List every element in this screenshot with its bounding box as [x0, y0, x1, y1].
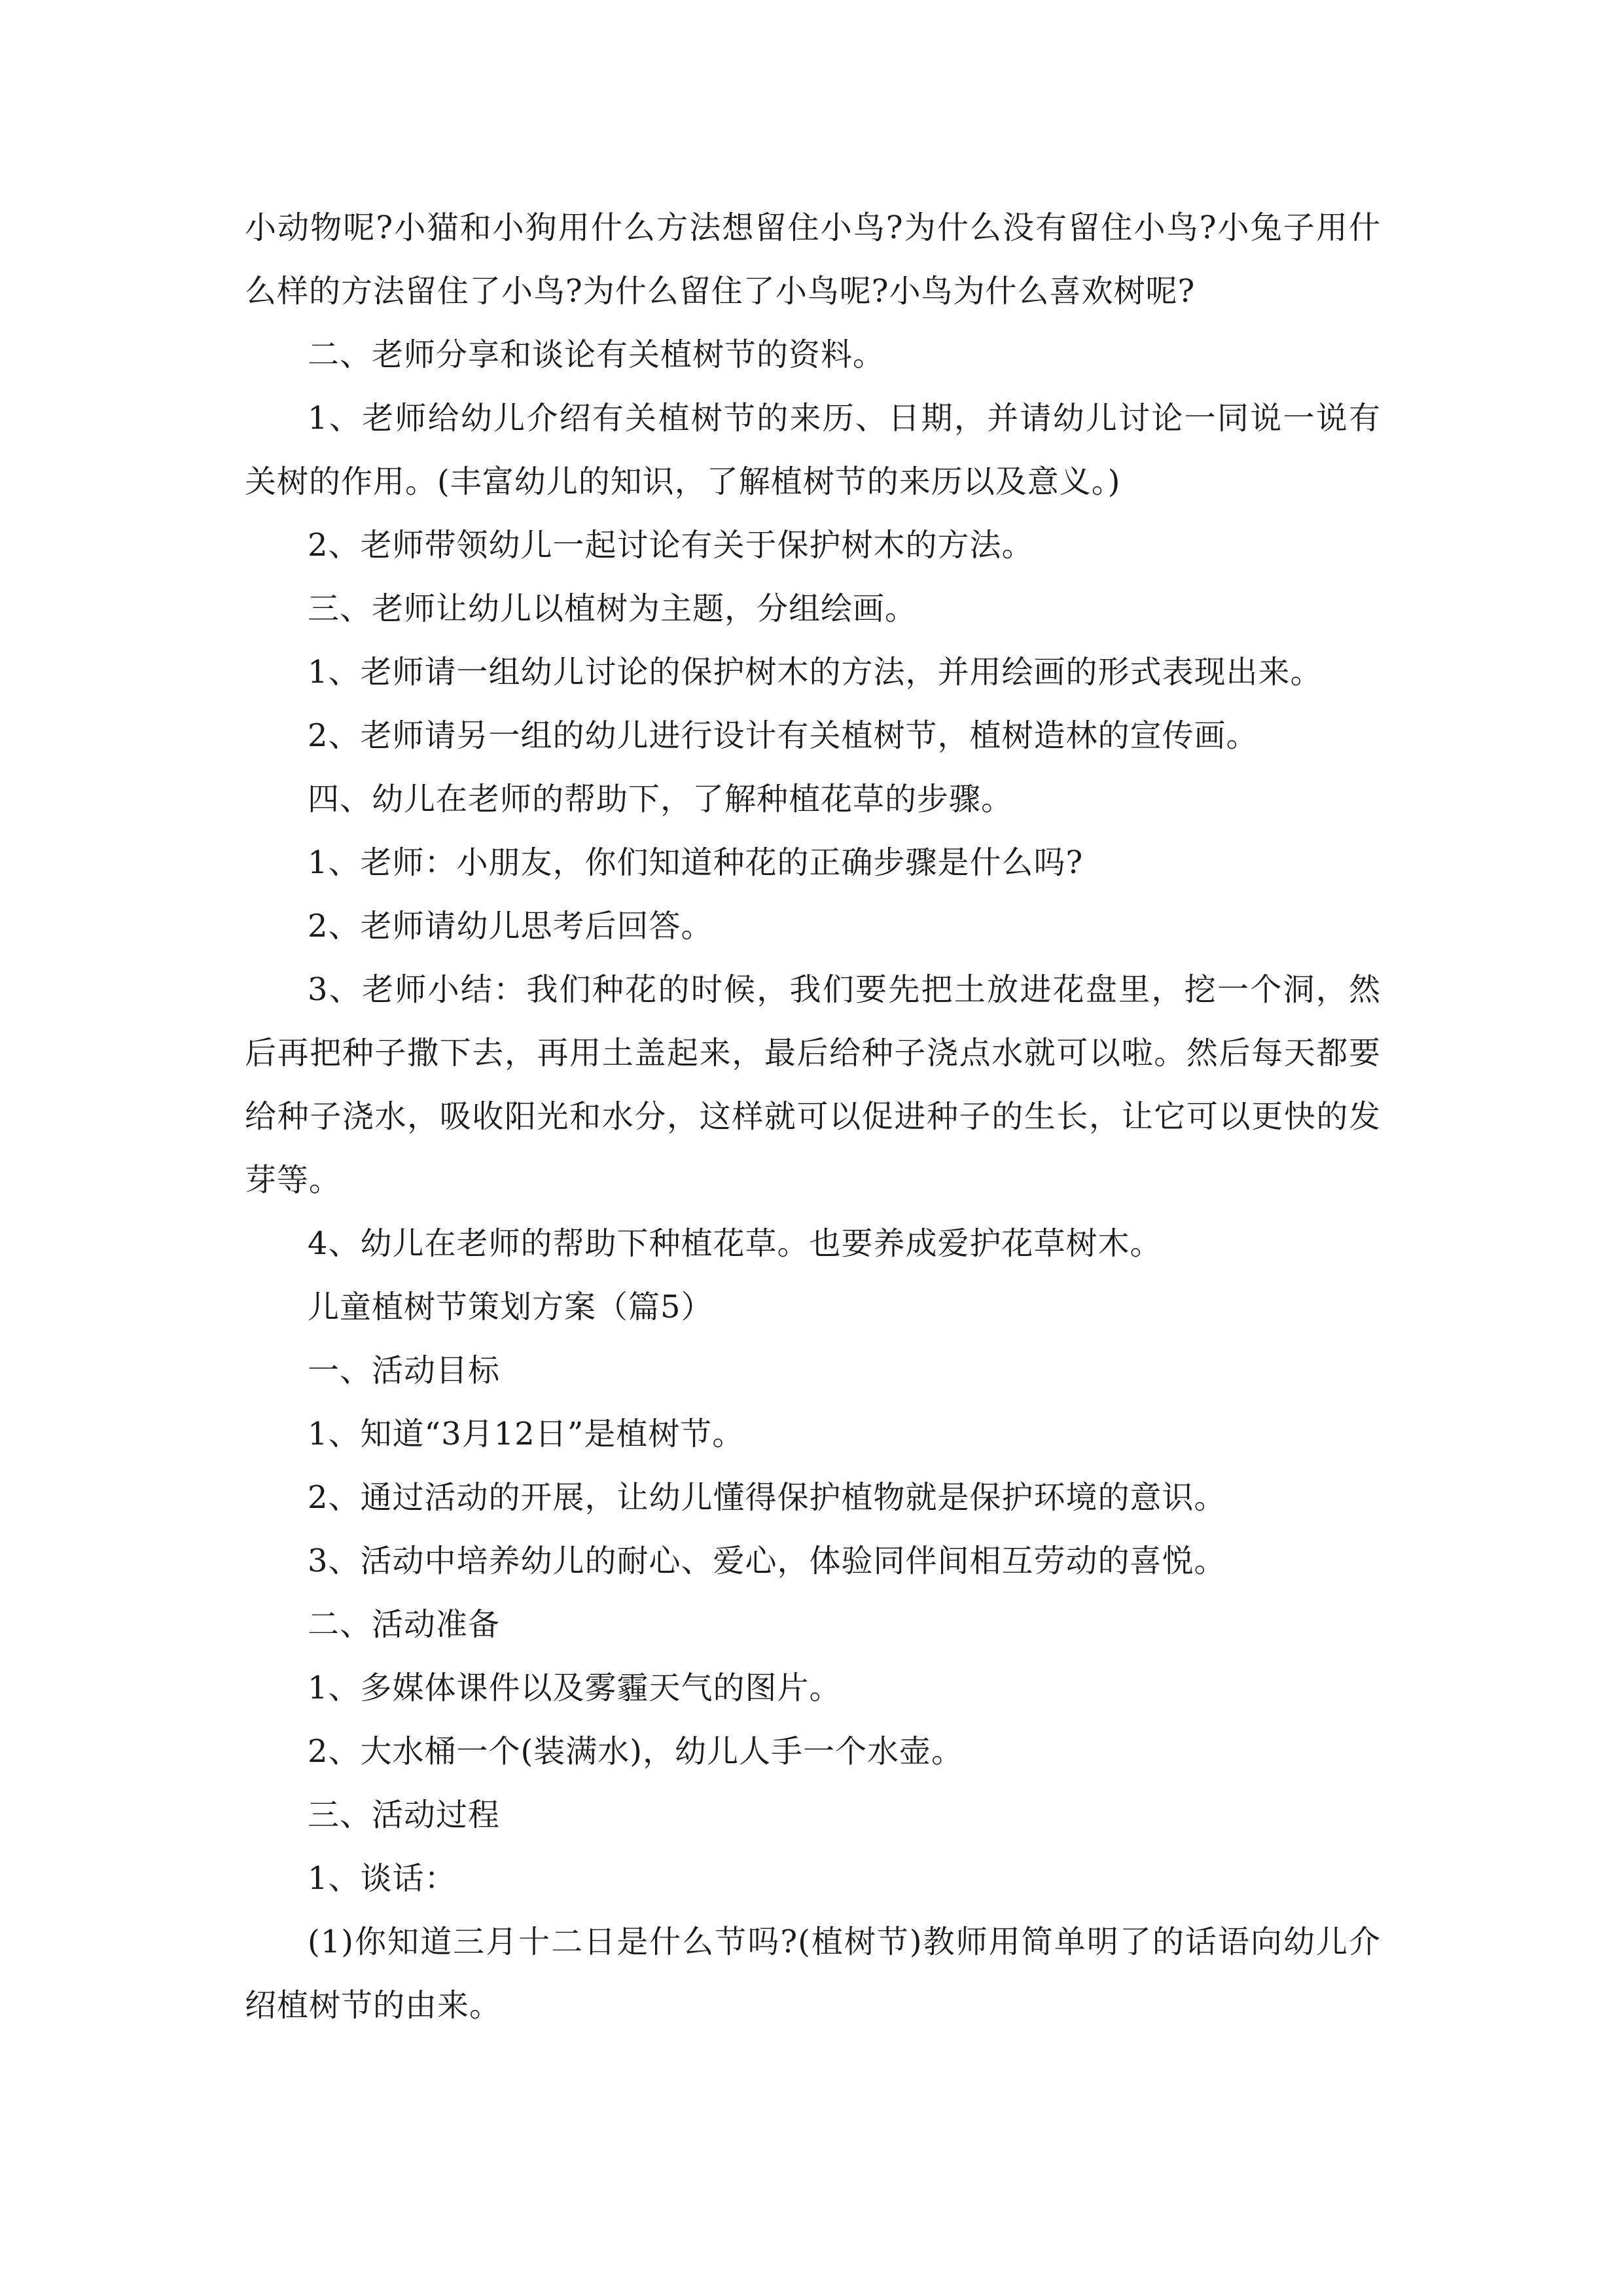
paragraph: 1、老师：小朋友，你们知道种花的正确步骤是什么吗? [308, 844, 1084, 881]
section-heading: 三、老师让幼儿以植树为主题，分组绘画。 [308, 590, 918, 627]
section-heading: 三、活动过程 [308, 1797, 501, 1833]
paragraph: 小动物呢?小猫和小狗用什么方法想留住小鸟?为什么没有留住小鸟?小兔子用什么样的方法留住了小鸟?为什么留住了小鸟呢?小鸟为什么喜欢树呢? [245, 209, 1381, 310]
paragraph: 1、知道“3月12日”是植树节。 [308, 1416, 745, 1452]
paragraph: 2、大水桶一个(装满水)，幼儿人手一个水壶。 [308, 1733, 963, 1770]
document-title: 儿童植树节策划方案（篇5） [308, 1289, 713, 1325]
document-body [245, 196, 1381, 2037]
paragraph: 4、幼儿在老师的帮助下种植花草。也要养成爱护花草树木。 [308, 1225, 1162, 1262]
paragraph: 1、老师请一组幼儿讨论的保护树木的方法，并用绘画的形式表现出来。 [308, 654, 1323, 691]
paragraph: 2、老师带领幼儿一起讨论有关于保护树木的方法。 [308, 527, 1034, 564]
paragraph: 1、多媒体课件以及雾霾天气的图片。 [308, 1670, 842, 1706]
section-heading: 四、幼儿在老师的帮助下，了解种植花草的步骤。 [308, 781, 1014, 817]
paragraph: 2、通过活动的开展，让幼儿懂得保护植物就是保护环境的意识。 [308, 1479, 1226, 1516]
section-heading: 一、活动目标 [308, 1352, 501, 1389]
paragraph: 3、老师小结：我们种花的时候，我们要先把土放进花盘里，挖一个洞，然后再把种子撒下去，再用土盖起来，最后给种子浇点水就可以啦。然后每天都要给种子浇水，吸收阳光和水分，这样就可以促进种子的生长，让它可以更快的发芽等。 [245, 971, 1381, 1198]
paragraph: (1)你知道三月十二日是什么节吗?(植树节)教师用简单明了的话语向幼儿介绍植树节的由来。 [245, 1924, 1381, 2024]
paragraph: 3、活动中培养幼儿的耐心、爱心，体验同伴间相互劳动的喜悦。 [308, 1543, 1226, 1579]
section-heading: 二、活动准备 [308, 1606, 501, 1643]
paragraph: 1、老师给幼儿介绍有关植树节的来历、日期，并请幼儿讨论一同说一说有关树的作用。(丰富幼儿的知识，了解植树节的来历以及意义。) [245, 400, 1381, 500]
paragraph: 2、老师请另一组的幼儿进行设计有关植树节，植树造林的宣传画。 [308, 717, 1258, 754]
section-heading: 二、老师分享和谈论有关植树节的资料。 [308, 336, 885, 373]
paragraph: 1、谈话： [308, 1860, 457, 1897]
paragraph: 2、老师请幼儿思考后回答。 [308, 908, 713, 944]
